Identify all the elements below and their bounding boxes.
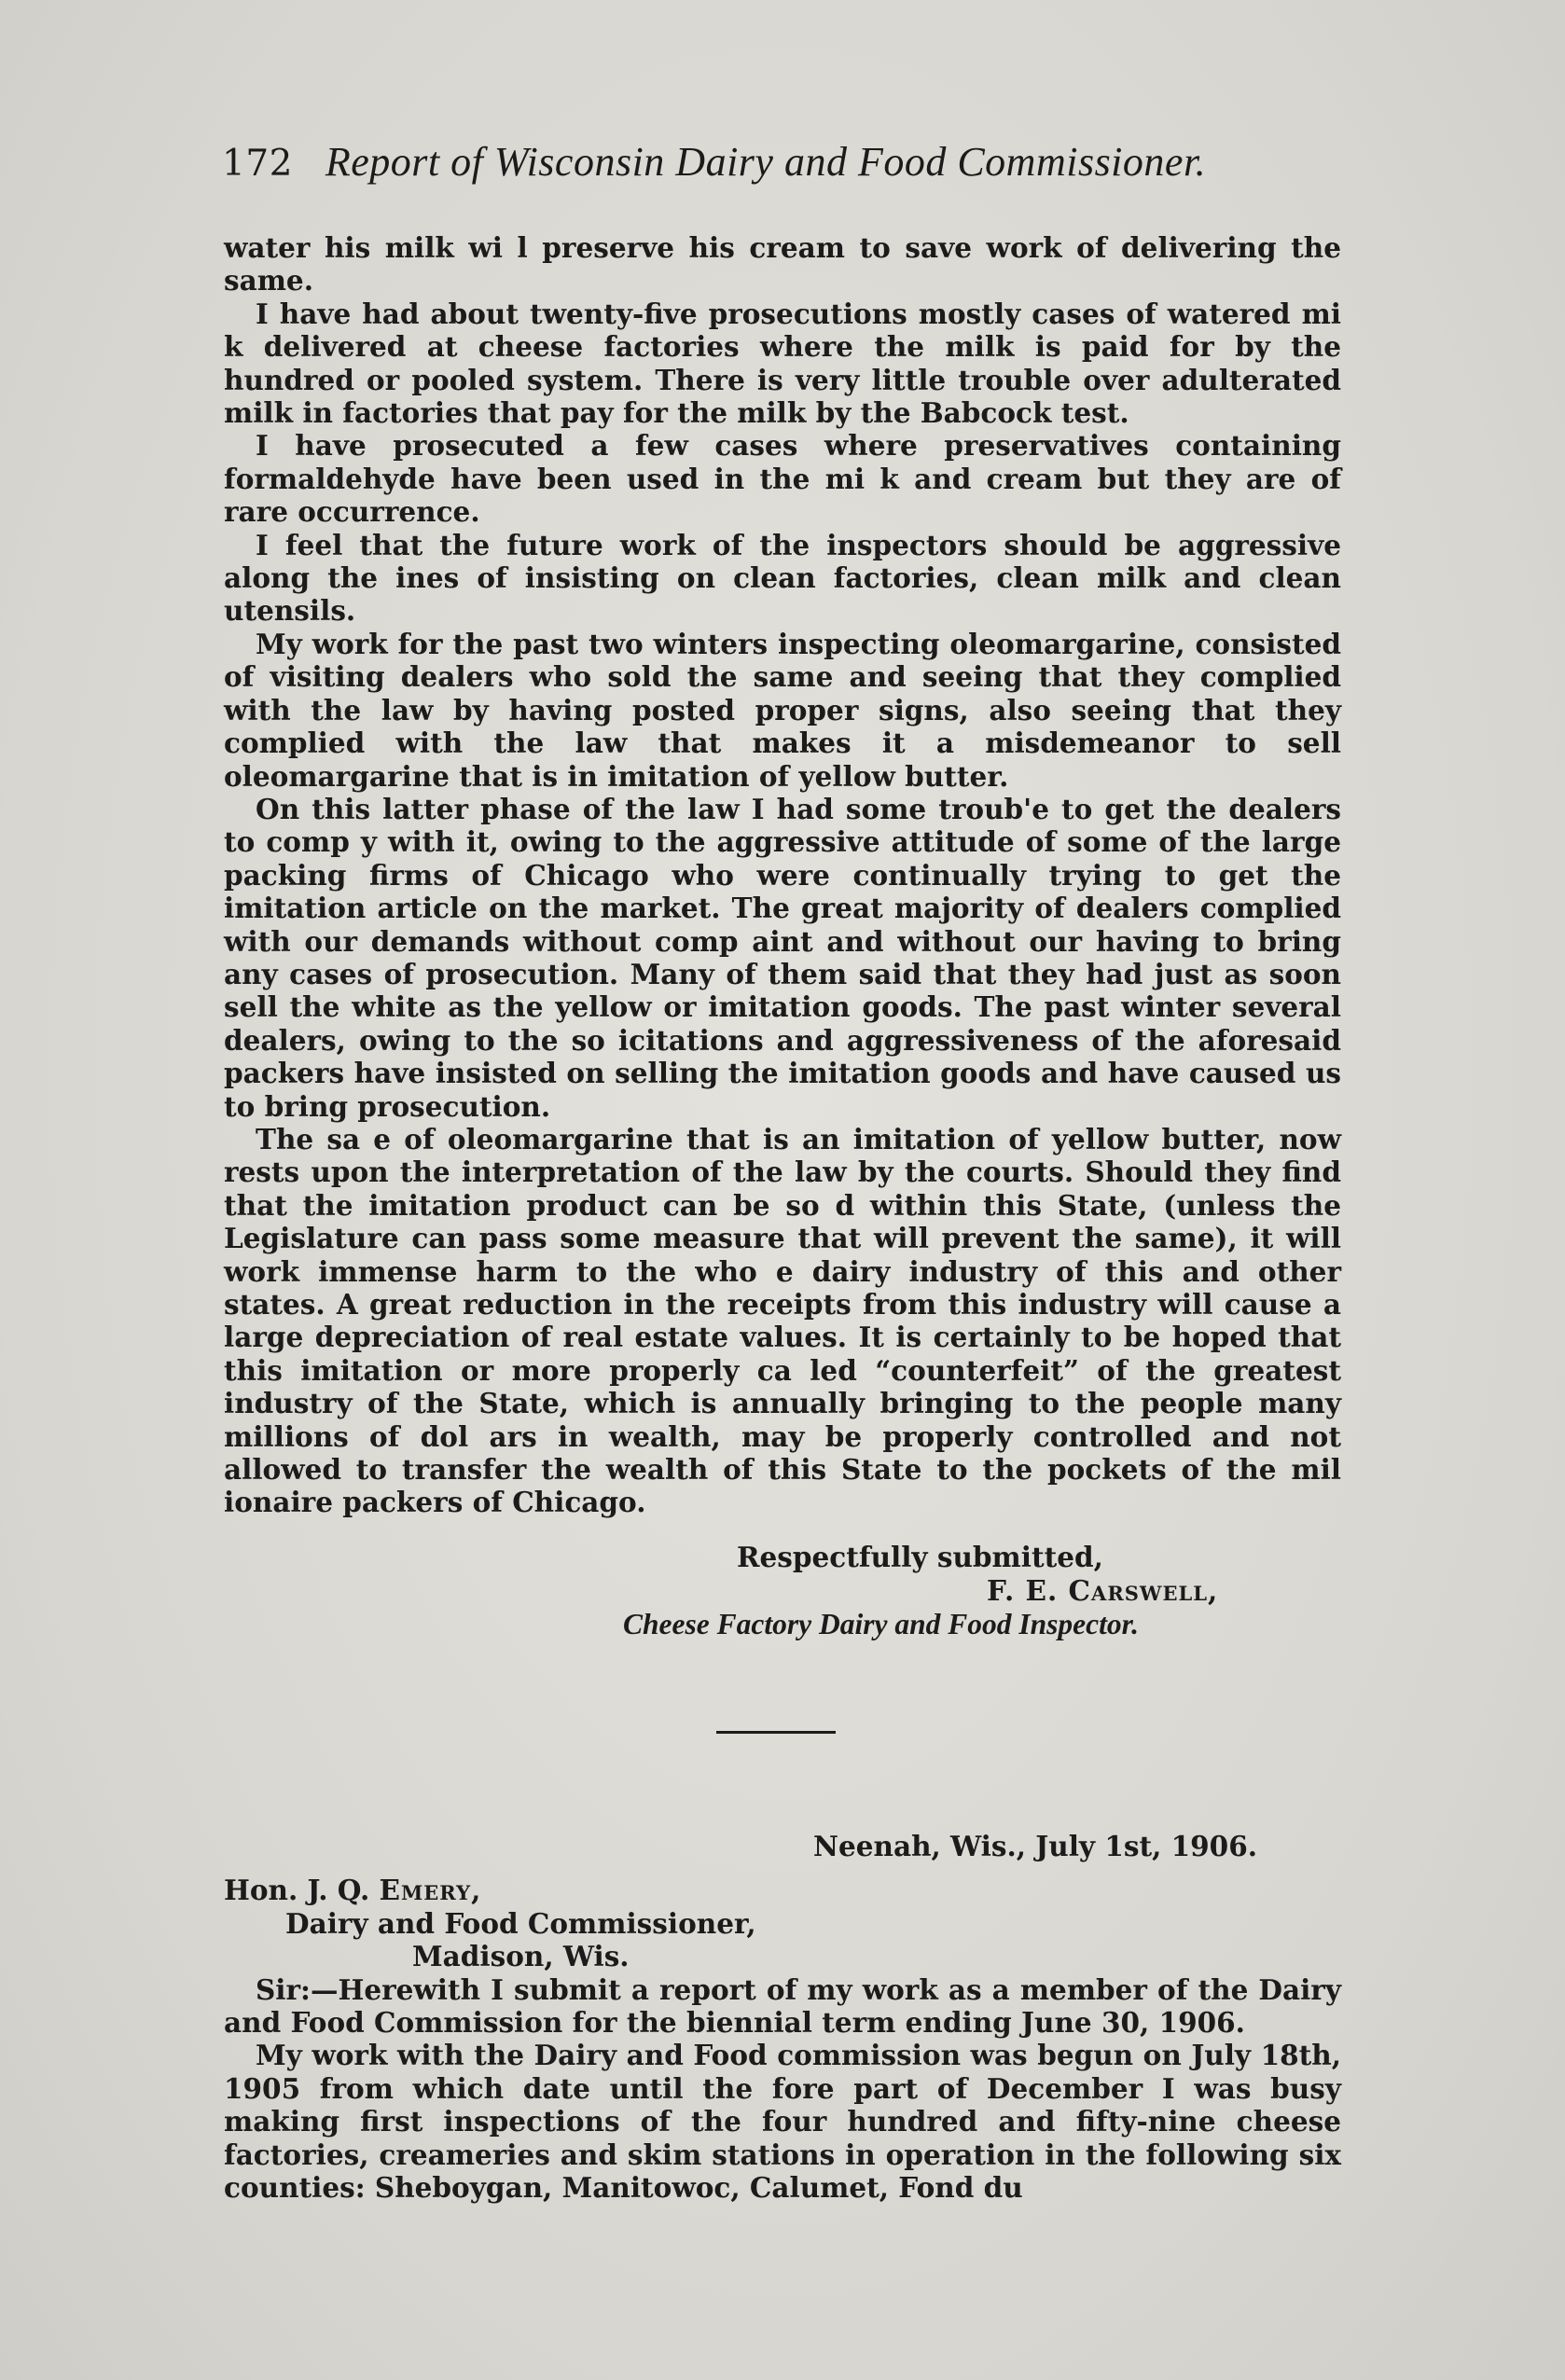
paragraph: I have had about twenty-five prosecutions mostly cases of watered mi k delivered at cheese factories where the milk is paid for by the hundred or pooled system. There is very little trouble over adulterated milk in factories that pay for the milk by the Babcock test. — [224, 297, 1341, 430]
section-divider — [716, 1731, 836, 1734]
report-body — [224, 231, 1341, 1519]
signer-line — [224, 1574, 1341, 1608]
paragraph: My work with the Dairy and Food commission was begun on July 18th, 1905 from which date until the fore part of December I was busy making first inspections of the four hundred and fifty-nine cheese factories, creameries and skim stations in operation in the following six counties: Sheboygan, Manitowoc, Calumet, Fond du — [224, 2039, 1341, 2205]
paragraph: On this latter phase of the law I had some troub'e to get the dealers to comp y with it, owing to the aggressive attitude of some of the large packing firms of Chicago who were continually trying to get the imitation article on the market. The great majority of dealers complied with our demands without comp aint and without our having to bring any cases of prosecution. Many of them said that they had just as soon sell the white as the yellow or imitation goods. The past winter several dealers, owing to the so icitations and aggressiveness of the aforesaid packers have insisted on selling the imitation goods and have caused us to bring prosecution. — [224, 792, 1341, 1123]
addressee-office: Dairy and Food Commissioner, — [285, 1906, 756, 1940]
paragraph: I have prosecuted a few cases where preservatives containing formaldehyde have been used in the mi k and cream but they are of rare occurrence. — [224, 429, 1341, 529]
addressee-line — [224, 1874, 1341, 1906]
addressee-surname: Emery, — [379, 1874, 482, 1907]
paragraph: The sa e of oleomargarine that is an imitation of yellow butter, now rests upon the interpretation of the law by the courts. Should they find that the imitation product can be so d within this State, (unless the Legislature can pass some measure that will prevent the same), it will work immense harm to the who e dairy industry of this and other states. A great reduction in the receipts from this industry will cause a large depreciation of real estate values. It is certainly to be hoped that this imitation or more properly ca led “counterfeit” of the greatest industry of the State, which is annually bringing to the people many millions of dol ars in wealth, may be properly controlled and not allowed to transfer the wealth of this State to the pockets of the mil ionaire packers of Chicago. — [224, 1122, 1341, 1519]
addressee-prefix: Hon. J. Q. — [224, 1874, 370, 1907]
addressee-city: Madison, Wis. — [412, 1940, 630, 1973]
closing-line: Respectfully submitted, — [737, 1541, 1103, 1573]
letter — [224, 1830, 1341, 2204]
paragraph: I feel that the future work of the inspectors should be aggressive along the ines of insisting on clean factories, clean milk and clean utensils. — [224, 528, 1341, 628]
paragraph: My work for the past two winters inspecting oleomargarine, consisted of visiting dealers who sold the same and seeing that they complied with the law by having posted proper signs, also seeing that they complied with the law that makes it a misdemeanor to sell oleomargarine that is in imitation of yellow butter. — [224, 627, 1341, 793]
paragraph: water his milk wi l preserve his cream to save work of delivering the same. — [224, 231, 1341, 298]
paragraph: Sir:—Herewith I submit a report of my work as a member of the Dairy and Food Commission for the biennial term ending June 30, 1906. — [224, 1972, 1341, 2040]
running-title: Report of Wisconsin Dairy and Food Commissioner. — [325, 139, 1207, 185]
page-number: 172 — [222, 143, 293, 185]
signer-name: F. E. Carswell, — [987, 1574, 1219, 1607]
signer-title: Cheese Factory Dairy and Food Inspector. — [623, 1608, 1140, 1640]
signature-block — [224, 1541, 1341, 1641]
page-header — [222, 138, 1350, 186]
dateline: Neenah, Wis., July 1st, 1906. — [813, 1830, 1257, 1862]
